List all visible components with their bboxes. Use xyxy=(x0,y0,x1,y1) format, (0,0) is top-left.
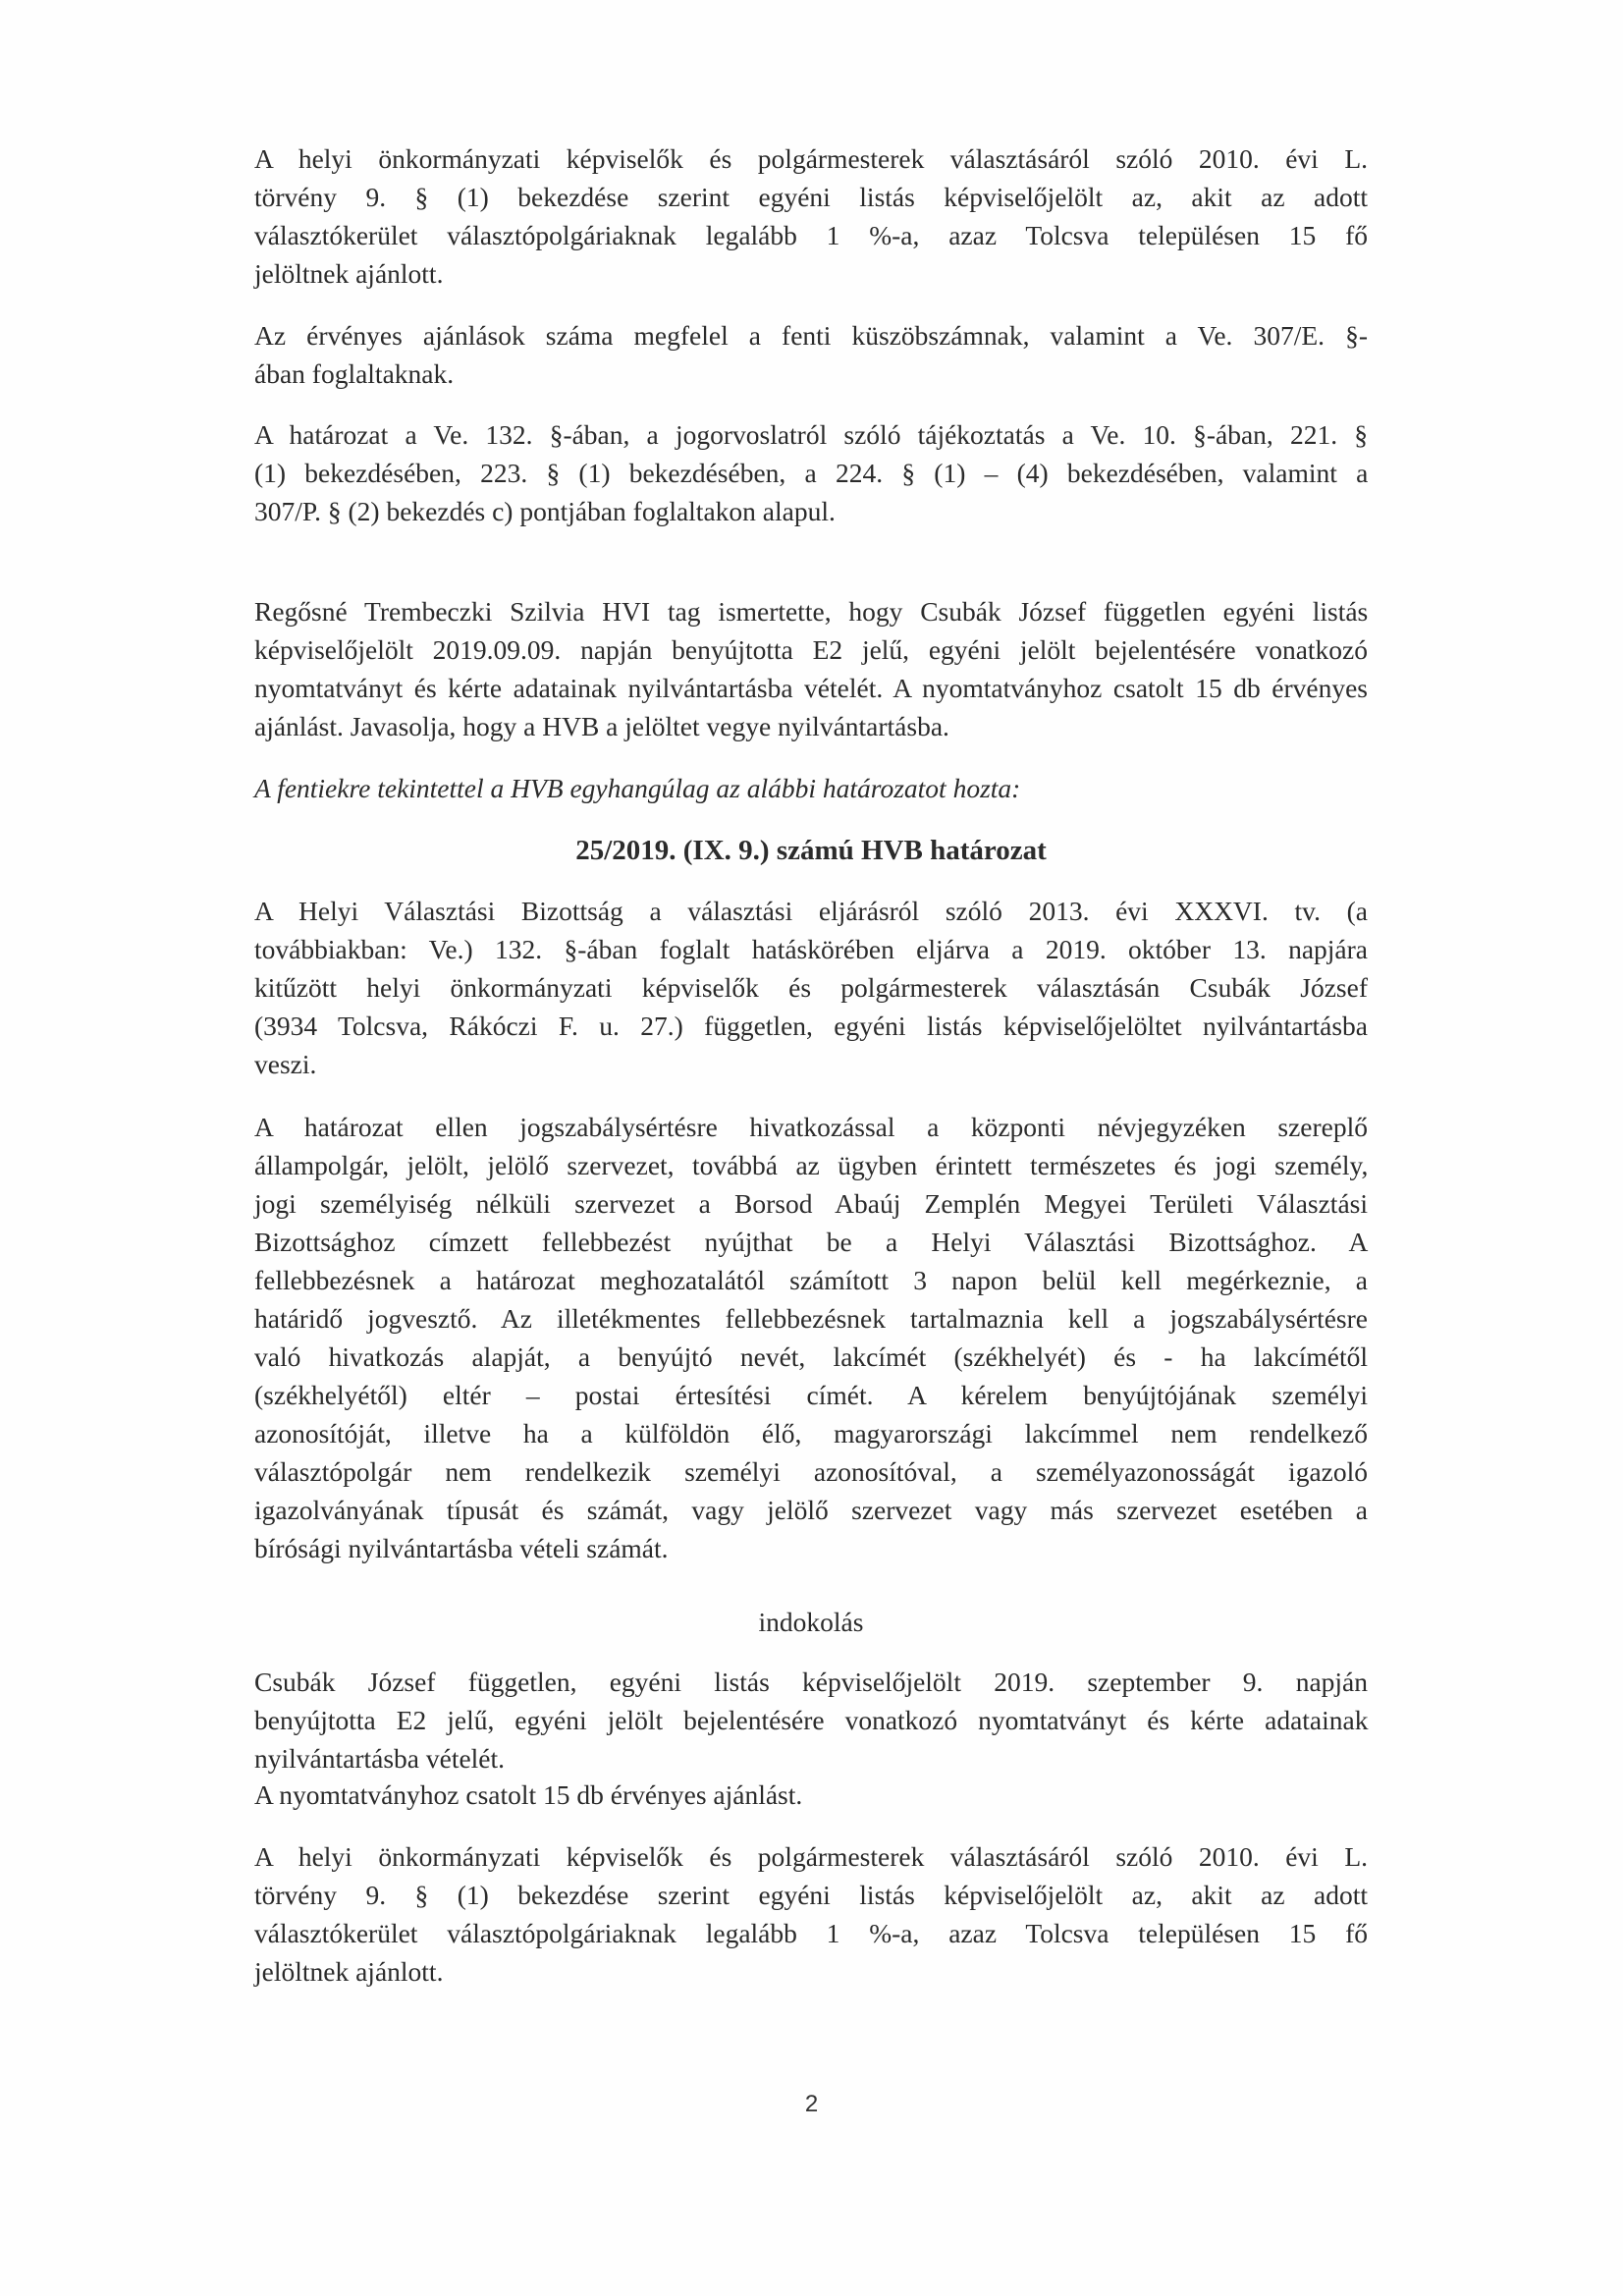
paragraph-hvi-report xyxy=(254,592,1368,745)
line: törvény 9. § (1) bekezdése szerint egyéni listás képviselőjelölt az, akit az adott xyxy=(254,182,1368,212)
line: választópolgár nem rendelkezik személyi azonosítóval, a személyazonosságát igazoló xyxy=(254,1456,1368,1487)
line: nyilvántartásba vételét. xyxy=(254,1743,506,1774)
line: igazolványának típusát és számát, vagy jelölő szervezet vagy más szervezet esetében a xyxy=(254,1495,1368,1525)
line: azonosítóját, illetve ha a külföldön élő, magyarországi lakcímmel nem rendelkező xyxy=(254,1418,1368,1449)
line: ában foglaltaknak. xyxy=(254,358,455,389)
line: bírósági nyilvántartásba vételi számát. xyxy=(254,1533,669,1563)
paragraph-law-quote-repeat xyxy=(254,1837,1368,1991)
line: Bizottsághoz címzett fellebbezést nyújthat be a Helyi Választási Bizottsághoz. A xyxy=(254,1227,1369,1257)
paragraph-law-quote xyxy=(254,139,1368,293)
paragraph-valid-recommendations xyxy=(254,316,1368,393)
justification-heading: indokolás xyxy=(758,1607,864,1637)
line: A fentiekre tekintettel a HVB egyhangúlag az alábbi határozatot hozta: xyxy=(254,773,1021,803)
line: jogi személyiség nélküli szervezet a Borsod Abaúj Zemplén Megyei Területi Választási xyxy=(254,1188,1368,1219)
line: választókerület választópolgáriaknak legalább 1 %-a, azaz Tolcsva településen 15 fő xyxy=(254,220,1368,250)
paragraph-legal-basis xyxy=(254,415,1368,530)
line: (székhelyétől) eltér – postai értesítési címét. A kérelem benyújtójának személyi xyxy=(254,1380,1368,1410)
line: kitűzött helyi önkormányzati képviselők és polgármesterek választásán Csubák József xyxy=(254,972,1368,1003)
line: nyomtatványt és kérte adatainak nyilvántartásba vételét. A nyomtatványhoz csatolt 15 db érvényes xyxy=(254,673,1368,703)
line: határidő jogvesztő. Az illetékmentes fellebbezésnek tartalmaznia kell a jogszabálysértésre xyxy=(254,1303,1368,1334)
line: jelöltnek ajánlott. xyxy=(254,1956,444,1987)
decision-intro xyxy=(254,769,1368,807)
line: állampolgár, jelölt, jelölő szervezet, továbbá az ügyben érintett természetes és jogi személy, xyxy=(254,1150,1369,1180)
paragraph-appeal xyxy=(254,1108,1368,1567)
line: (1) bekezdésében, 223. § (1) bekezdésében, a 224. § (1) – (4) bekezdésében, valamint a xyxy=(254,458,1369,488)
line: továbbiakban: Ve.) 132. §-ában foglalt hatáskörében eljárva a 2019. október 13. napjára xyxy=(254,934,1368,964)
decision-heading: 25/2019. (IX. 9.) számú HVB határozat xyxy=(575,835,1047,866)
line: törvény 9. § (1) bekezdése szerint egyéni listás képviselőjelölt az, akit az adott xyxy=(254,1880,1368,1910)
paragraph-attached-recommendations xyxy=(254,1776,1368,1814)
line: jelöltnek ajánlott. xyxy=(254,258,444,289)
paragraph-justification xyxy=(254,1663,1368,1777)
paragraph-decision xyxy=(254,892,1368,1083)
line: A helyi önkormányzati képviselők és polgármesterek választásáról szóló 2010. évi L. xyxy=(254,143,1368,174)
line: választókerület választópolgáriaknak legalább 1 %-a, azaz Tolcsva településen 15 fő xyxy=(254,1918,1368,1948)
line: veszi. xyxy=(254,1049,317,1079)
line: Az érvényes ajánlások száma megfelel a fenti küszöbszámnak, valamint a Ve. 307/E. §- xyxy=(254,320,1368,351)
line: (3934 Tolcsva, Rákóczi F. u. 27.) független, egyéni listás képviselőjelöltet nyilvántartásba xyxy=(254,1011,1368,1041)
line: A határozat ellen jogszabálysértésre hivatkozással a központi névjegyzéken szereplő xyxy=(254,1112,1368,1142)
line: való hivatkozás alapját, a benyújtó nevét, lakcímét (székhelyét) és - ha lakcímétől xyxy=(254,1341,1368,1372)
line: A helyi önkormányzati képviselők és polgármesterek választásáról szóló 2010. évi L. xyxy=(254,1841,1368,1872)
line: A Helyi Választási Bizottság a választási eljárásról szóló 2013. évi XXXVI. tv. (a xyxy=(254,896,1368,926)
line: ajánlást. Javasolja, hogy a HVB a jelöltet vegye nyilvántartásba. xyxy=(254,711,949,741)
page-number: 2 xyxy=(804,2091,819,2117)
line: 307/P. § (2) bekezdés c) pontjában foglaltakon alapul. xyxy=(254,496,836,526)
line: Csubák József független, egyéni listás képviselőjelölt 2019. szeptember 9. napján xyxy=(254,1667,1368,1697)
line: fellebbezésnek a határozat meghozatalától számított 3 napon belül kell megérkeznie, a xyxy=(254,1265,1368,1295)
line: A határozat a Ve. 132. §-ában, a jogorvoslatról szóló tájékoztatás a Ve. 10. §-ában, 221. § xyxy=(254,419,1368,450)
line: benyújtotta E2 jelű, egyéni jelölt bejelentésére vonatkozó nyomtatványt és kérte adatainak xyxy=(254,1705,1369,1735)
line: Regősné Trembeczki Szilvia HVI tag ismertette, hogy Csubák József független egyéni listás xyxy=(254,596,1369,627)
line: A nyomtatványhoz csatolt 15 db érvényes ajánlást. xyxy=(254,1779,803,1810)
line: képviselőjelölt 2019.09.09. napján benyújtotta E2 jelű, egyéni jelölt bejelentésére vonatkozó xyxy=(254,634,1368,665)
